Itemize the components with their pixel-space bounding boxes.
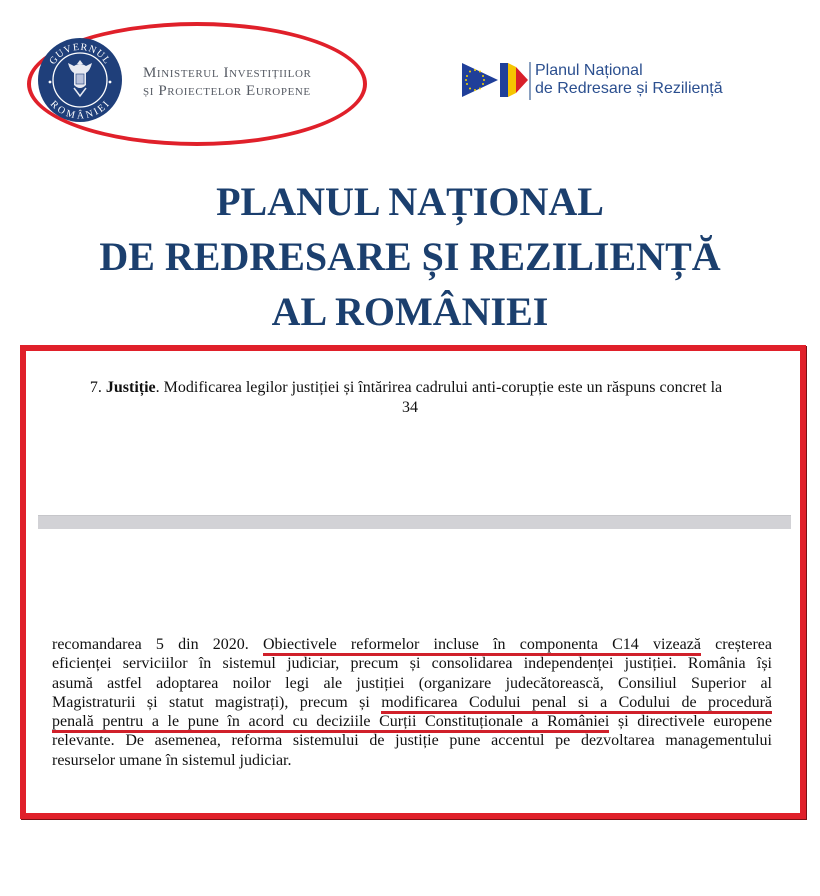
section-intro: . Modificarea legilor justiției și întărirea cadrului anti-corupție este un răspuns concret la xyxy=(155,379,723,396)
paragraph-line: relevante. De asemenea, reforma sistemului de justiție pune accentul pe dezvoltarea managementului xyxy=(52,732,772,750)
romanian-government-seal-icon xyxy=(38,38,122,122)
paragraph-line: recomandarea 5 din 2020. Obiectivele reformelor incluse în componenta C14 vizează creșterea xyxy=(52,635,772,654)
pnrr-divider xyxy=(529,62,531,100)
svg-text:ROMÂNIEI: ROMÂNIEI xyxy=(47,98,113,122)
paragraph-line: Magistraturii și statut magistrați), precum și modificarea Codului penal si a Codului de procedură xyxy=(52,693,772,712)
title-line-2: DE REDRESARE ȘI REZILIENȚĂ xyxy=(99,234,721,279)
title-line-3: AL ROMÂNIEI xyxy=(271,289,549,334)
paragraph-line: penală pentru a le pune în acord cu deciziile Curții Constituționale a României și directivele europene xyxy=(52,712,772,731)
excerpt-paragraph xyxy=(52,635,772,770)
underlined-phrase: Obiectivele reformelor incluse în componenta C14 vizează xyxy=(263,636,701,656)
underlined-phrase: penală pentru a le pune în acord cu deciziile Curții Constituționale a României xyxy=(52,713,609,733)
paragraph-line: asumă astfel adoptarea noilor legi ale justiției (organizare judecătorească, Consiliul Superior al xyxy=(52,674,772,692)
paragraph-line: eficienței serviciilor în sistemul judiciar, precum și consolidarea independenței justiției. România își xyxy=(52,655,772,673)
underlined-phrase: modificarea Codului penal si a Codului de procedură xyxy=(381,694,772,714)
section-number: 7. xyxy=(89,379,102,396)
pnrr-name: Planul Național de Redresare și Reziliență xyxy=(535,62,723,97)
ministry-name: Ministerul Investițiilor și Proiectelor Europene xyxy=(143,65,312,99)
title-line-1: PLANUL NAȚIONAL xyxy=(216,179,604,224)
pnrr-flag-arrows-icon xyxy=(460,60,540,100)
page-number: 34 xyxy=(402,399,418,416)
section-heading: Justiție xyxy=(105,379,156,396)
svg-text:GUVERNUL: GUVERNUL xyxy=(47,41,113,67)
excerpt-first-line xyxy=(38,378,774,397)
page-break-separator xyxy=(38,515,791,529)
paragraph-line: resurselor umane în sistemul judiciar. xyxy=(52,751,292,769)
page-title xyxy=(0,174,820,339)
